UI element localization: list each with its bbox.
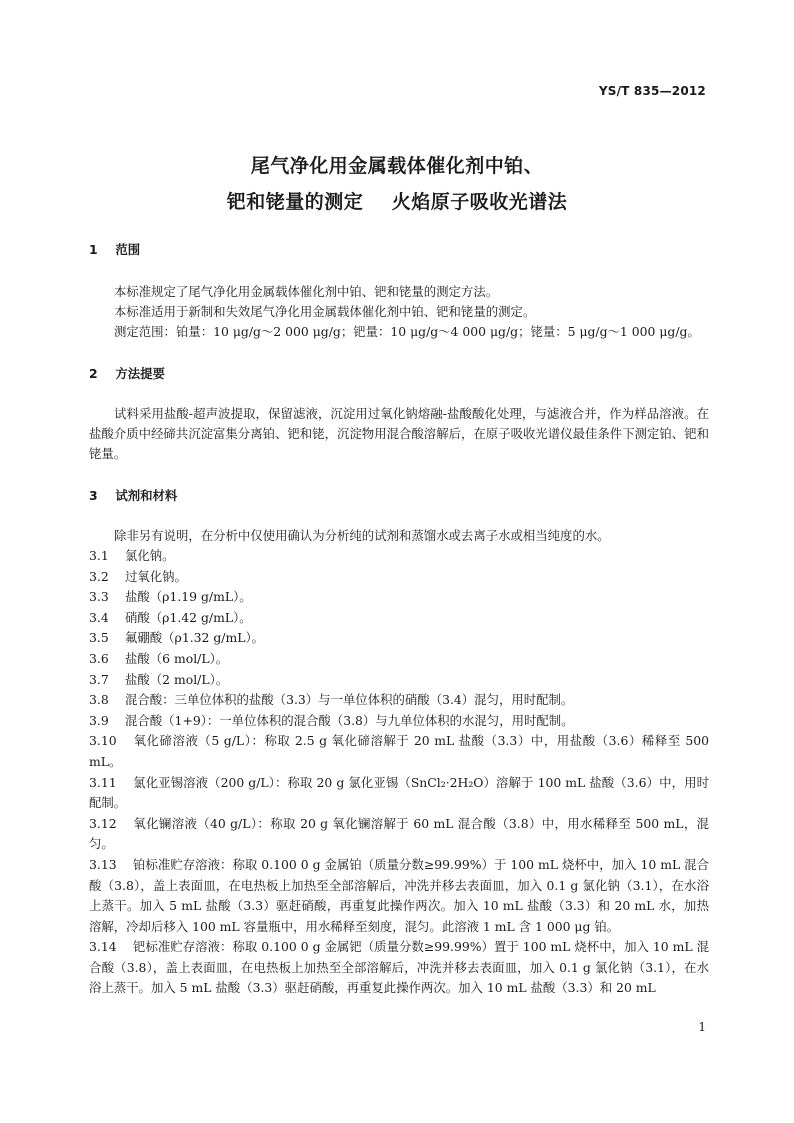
paragraph: 测定范围：铂量：10 μg/g～2 000 μg/g；钯量：10 μg/g～4 000 μg/g；铑量：5 μg/g～1 000 μg/g。 <box>114 324 700 339</box>
item-text: 盐酸（2 mol/L）。 <box>125 671 229 687</box>
item-number: 3.3 <box>89 589 109 605</box>
section-heading-reagents <box>89 486 709 506</box>
section-heading-scope <box>89 240 709 260</box>
item-text: 混合酸（1+9）：一单位体积的混合酸（3.8）与九单位体积的水混匀，用时配制。 <box>125 712 574 728</box>
document-body <box>89 240 709 999</box>
list-item <box>89 855 709 937</box>
section-number: 2 <box>89 366 98 381</box>
list-item <box>89 814 709 855</box>
section-title: 范围 <box>115 242 141 257</box>
item-number: 3.12 <box>89 815 117 831</box>
paragraph: 本标准规定了尾气净化用金属载体催化剂中铂、钯和铑量的测定方法。 <box>114 284 499 299</box>
item-text: 氯化钠。 <box>125 548 175 563</box>
item-text: 氟硼酸（ρ1.32 g/mL）。 <box>125 630 265 646</box>
list-item <box>89 628 709 649</box>
item-number: 3.13 <box>89 856 117 872</box>
list-item <box>89 690 709 711</box>
list-item <box>89 649 709 670</box>
item-number: 3.10 <box>89 733 117 749</box>
list-item <box>89 773 709 814</box>
section-number: 3 <box>89 488 98 503</box>
section-title: 试剂和材料 <box>115 488 178 503</box>
item-text: 盐酸（6 mol/L）。 <box>125 650 229 666</box>
item-number: 3.9 <box>89 712 109 728</box>
item-text: 铂标准贮存溶液：称取 0.100 0 g 金属铂（质量分数≥99.99%）于 100 mL 烧杯中，加入 10 mL 混合酸（3.8），盖上表面皿，在电热板上加热至全部溶解后，冲洗并移去表面皿，加入 0.1 g 氯化钠（3.1），在水浴上蒸干。加入 5 mL 盐酸（3.3）驱赶硝酸，再重复此操作两次。加入 10 mL 盐酸（3.3）和 20 mL 水，加热溶解，冷却后移入 100 mL 容量瓶中，用水稀释至刻度，混匀。此溶液 1 mL 含 1 000 μg 铂。 <box>89 856 709 934</box>
item-text: 盐酸（ρ1.19 g/mL）。 <box>125 589 252 605</box>
item-text: 过氧化钠。 <box>125 568 187 584</box>
list-item <box>89 711 709 732</box>
item-text: 氧化碲溶液（5 g/L）：称取 2.5 g 氧化碲溶解于 20 mL 盐酸（3.3）中，用盐酸（3.6）稀释至 500 mL。 <box>89 733 709 769</box>
item-number: 3.2 <box>89 568 109 584</box>
standard-code: YS/T 835—2012 <box>598 84 706 98</box>
document-title <box>0 148 794 220</box>
list-item <box>89 546 709 567</box>
item-number: 3.8 <box>89 692 109 708</box>
item-number: 3.11 <box>89 774 117 790</box>
list-item <box>89 937 709 999</box>
section-title: 方法提要 <box>115 366 165 381</box>
item-number: 3.1 <box>89 548 109 563</box>
paragraph: 除非另有说明，在分析中仅使用确认为分析纯的试剂和蒸馏水或去离子水或相当纯度的水。 <box>114 528 610 543</box>
section-heading-method-summary <box>89 364 709 384</box>
paragraph: 试料采用盐酸-超声波提取，保留滤液，沉淀用过氧化钠熔融-盐酸酸化处理，与滤液合并，作为样品溶液。在盐酸介质中经碲共沉淀富集分离铂、钯和铑，沉淀物用混合酸溶解后，在原子吸收光谱仪最佳条件下测定铂、钯和铑量。 <box>89 406 709 461</box>
title-line-1: 尾气净化用金属载体催化剂中铂、 <box>250 155 544 177</box>
item-text: 钯标准贮存溶液：称取 0.100 0 g 金属钯（质量分数≥99.99%）置于 100 mL 烧杯中，加入 10 mL 混合酸（3.8），盖上表面皿，在电热板上加热至全部溶解后，冲洗并移去表面皿，加入 0.1 g 氯化钠（3.1），在水浴上蒸干。加入 5 mL 盐酸（3.3）驱赶硝酸，再重复此操作两次。加入 10 mL 盐酸（3.3）和 20 mL <box>89 939 709 996</box>
paragraph: 本标准适用于新制和失效尾气净化用金属载体催化剂中铂、钯和铑量的测定。 <box>114 304 536 319</box>
item-number: 3.6 <box>89 650 109 666</box>
item-number: 3.5 <box>89 630 109 646</box>
item-number: 3.14 <box>89 939 117 955</box>
item-number: 3.4 <box>89 609 109 625</box>
item-number: 3.7 <box>89 671 109 687</box>
list-item <box>89 587 709 608</box>
page-number: 1 <box>698 1020 706 1034</box>
list-item <box>89 608 709 629</box>
list-item <box>89 731 709 772</box>
section-number: 1 <box>89 242 98 257</box>
item-text: 氯化亚锡溶液（200 g/L）：称取 20 g 氯化亚锡（SnCl₂·2H₂O）溶解于 100 mL 盐酸（3.6）中，用时配制。 <box>89 774 709 811</box>
item-text: 混合酸：三单位体积的盐酸（3.3）与一单位体积的硝酸（3.4）混匀，用时配制。 <box>125 692 574 708</box>
item-text: 硝酸（ρ1.42 g/mL）。 <box>125 609 252 625</box>
title-line-2: 钯和铑量的测定 火焰原子吸收光谱法 <box>226 191 568 213</box>
list-item <box>89 670 709 691</box>
list-item <box>89 567 709 588</box>
item-text: 氧化镧溶液（40 g/L）：称取 20 g 氧化镧溶解于 60 mL 混合酸（3.8）中，用水稀释至 500 mL，混匀。 <box>89 815 709 852</box>
